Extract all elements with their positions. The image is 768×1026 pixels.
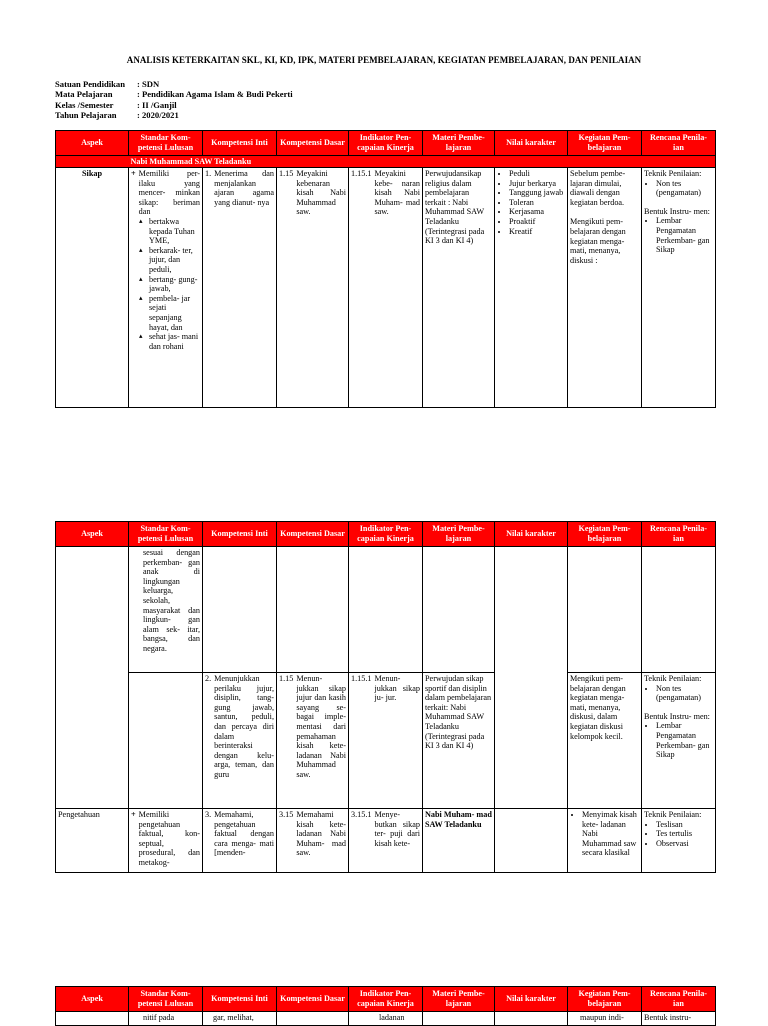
meta-row	[55, 110, 293, 120]
meta-label: Tahun Pelajaran	[55, 110, 117, 121]
rencana-teknik-label: Teknik Penilaian:	[644, 674, 702, 683]
header-skl: Standar Kom- petensi Lulusan	[129, 522, 203, 547]
cell-aspek: Sikap	[56, 168, 129, 408]
table-header-row	[56, 131, 716, 156]
header-ki: Kompetensi Inti	[203, 987, 277, 1012]
meta-label: Kelas /Semester	[55, 99, 114, 110]
cell-ki: gar, melihat,	[203, 1012, 277, 1026]
list-item: • Jujur berkarya	[509, 179, 565, 189]
cell-kegiatan	[568, 809, 642, 873]
skl-intro: Memiliki per- ilaku yang mencer- minkan sikap: beriman dan	[138, 169, 200, 217]
cell-skl: sesuai dengan perkemban- gan anak di lingkungan keluarga, sekolah, masyarakat dan lingkun- gan alam sek- itar, bangsa, dan negara.	[129, 547, 203, 673]
cell-kd	[277, 168, 349, 408]
cell-nilai	[495, 168, 568, 408]
header-kd: Kompetensi Dasar	[277, 522, 349, 547]
list-item: • Peduli	[509, 169, 565, 179]
ki-number: 2.	[205, 674, 212, 683]
kd-number: 1.15	[279, 674, 294, 683]
analysis-table-3	[55, 986, 716, 1026]
header-ipk: Indikator Pen- capaian Kinerja	[349, 522, 423, 547]
ipk-text: Meyakini kebe- naran kisah Nabi Muham- mad saw.	[374, 169, 420, 217]
table-header-row	[56, 987, 716, 1012]
cell-kd	[277, 809, 349, 873]
list-item: • Lembar Pengamatan Perkemban- gan Sikap	[656, 721, 713, 759]
header-rencana: Rencana Penila- ian	[642, 522, 716, 547]
kd-text: Meyakini kebenaran kisah Nabi Muhammad saw.	[296, 169, 346, 217]
rencana-bentuk-label: Bentuk Instru- men:	[644, 711, 710, 721]
list-item: • Tanggung jawab	[509, 188, 565, 198]
table-row	[56, 1012, 716, 1026]
list-item: ▴ sehat jas- mani dan rohani	[149, 332, 200, 351]
meta-value: : Pendidikan Agama Islam & Budi Pekerti	[137, 89, 293, 100]
document-meta	[55, 79, 293, 121]
ipk-text: Menye- butkan sikap ter- puji dari kisah kete-	[374, 810, 420, 848]
cell-skl: nitif pada	[129, 1012, 203, 1026]
ipk-number: 3.15.1	[351, 810, 372, 819]
meta-value: : SDN	[137, 79, 160, 89]
cell-ipk	[349, 673, 423, 809]
table-row	[56, 168, 716, 408]
cell-materi: Perwujudan sikap sportif dan disiplin dalam pembelajaran terkait: Nabi Muhammad SAW Teladanku (Terintegrasi pada KI 3 dan KI 4)	[423, 673, 495, 809]
cell-kegiatan	[568, 168, 642, 408]
list-item: • Menyimak kisah kete- ladanan Nabi Muhammad saw secara klasikal	[582, 810, 639, 858]
list-item: • Kerjasama	[509, 207, 565, 217]
meta-label: Mata Pelajaran	[55, 89, 113, 100]
meta-value: : II /Ganjil	[137, 99, 177, 110]
ki-text: Menerima dan menjalankan ajaran agama yang dianut- nya	[214, 169, 274, 207]
table-row	[56, 673, 716, 809]
ipk-number: 1.15.1	[351, 169, 372, 178]
cell-skl: + Memiliki per- ilaku yang mencer- minkan sikap: beriman dan ▴ bertakwa kepada Tuhan YME, ▴ berkarak- ter, jujur, dan peduli, ▴ bertang- gung- jawab, ▴ pembela- jar sejati sepanjang hayat, dan ▴ sehat jas- mani dan rohani	[129, 168, 203, 408]
cell-materi: Nabi Muham- mad SAW Teladanku	[423, 809, 495, 873]
cell-rencana	[642, 673, 716, 809]
list-item: ▴ bertang- gung- jawab,	[149, 275, 200, 294]
ki-number: 1.	[205, 169, 212, 178]
header-ipk: Indikator Pen- capaian Kinerja	[349, 131, 423, 156]
header-ki: Kompetensi Inti	[203, 131, 277, 156]
header-kegiatan: Kegiatan Pem- belajaran	[568, 987, 642, 1012]
cell-ki	[203, 168, 277, 408]
table-header-row	[56, 522, 716, 547]
cell-kegiatan: Mengikuti pem- belajaran dengan kegiatan menga- mati, menanya, diskusi, dalam kegiatan diskusi kelompok kecil.	[568, 673, 642, 809]
kegiatan-paragraph: Mengikuti pem- belajaran dengan kegiatan menga- mati, menanya, diskusi :	[570, 217, 626, 265]
analysis-table-1	[55, 130, 716, 408]
ipk-number: 1.15.1	[351, 674, 372, 683]
analysis-table-2	[55, 521, 716, 873]
header-kegiatan: Kegiatan Pem- belajaran	[568, 522, 642, 547]
ipk-text: Menun- jukkan sikap ju- jur.	[374, 674, 420, 703]
cell-aspek: Pengetahuan	[56, 809, 129, 873]
list-item: ▴ bertakwa kepada Tuhan YME,	[149, 217, 200, 246]
subhead-text: Nabi Muhammad SAW Teladanku	[129, 156, 716, 168]
rencana-bentuk-label: Bentuk Instru- men:	[644, 206, 710, 216]
header-materi: Materi Pembe- lajaran	[423, 522, 495, 547]
cell-rencana	[642, 809, 716, 873]
list-item: • Non tes (pengamatan)	[656, 179, 713, 198]
header-kegiatan: Kegiatan Pem- belajaran	[568, 131, 642, 156]
rencana-teknik-label: Teknik Penilaian:	[644, 169, 702, 178]
header-rencana: Rencana Penila- ian	[642, 131, 716, 156]
cell-kd	[277, 673, 349, 809]
list-item: • Lembar Pengamatan Perkemban- gan Sikap	[656, 216, 713, 254]
cell-rencana	[642, 168, 716, 408]
header-kd: Kompetensi Dasar	[277, 987, 349, 1012]
header-aspek: Aspek	[56, 987, 129, 1012]
kd-number: 3.15	[279, 810, 294, 819]
table-row	[56, 547, 716, 673]
list-item: • Kreatif	[509, 227, 565, 237]
header-rencana: Rencana Penila- ian	[642, 987, 716, 1012]
list-item: • Teslisan	[656, 820, 713, 830]
cell-kegiatan: maupun indi-	[568, 1012, 642, 1026]
cell-skl: + Memiliki pengetahuan faktual, kon- septual, prosedural, dan metakog-	[129, 809, 203, 873]
ki-text: Menunjukkan perilaku jujur, disiplin, tang- gung jawab, santun, peduli, dan percaya diri dalam berinteraksi dengan kelu- arga, teman, dan guru	[214, 674, 274, 779]
list-item: • Toleran	[509, 198, 565, 208]
header-nilai: Nilai karakter	[495, 987, 568, 1012]
list-item: • Proaktif	[509, 217, 565, 227]
meta-row	[55, 100, 293, 110]
meta-value: : 2020/2021	[137, 110, 179, 121]
cell-rencana: Bentuk instru-	[642, 1012, 716, 1026]
kegiatan-paragraph: Sebelum pembe- lajaran dimulai, diawali dengan kegiatan berdoa.	[570, 169, 626, 207]
cell-ipk	[349, 168, 423, 408]
header-aspek: Aspek	[56, 131, 129, 156]
list-item: • Non tes (pengamatan)	[656, 684, 713, 703]
header-ki: Kompetensi Inti	[203, 522, 277, 547]
header-nilai: Nilai karakter	[495, 131, 568, 156]
meta-row	[55, 89, 293, 99]
kd-text: Menun- jukkan sikap jujur dan kasih sayang se- bagai imple- mentasi dari pemahaman kisah kete- ladanan Nabi Muhammad saw.	[296, 674, 346, 779]
list-item: ▴ berkarak- ter, jujur, dan peduli,	[149, 246, 200, 275]
header-kd: Kompetensi Dasar	[277, 131, 349, 156]
list-item: • Tes tertulis	[656, 829, 713, 839]
list-item: ▴ pembela- jar sejati sepanjang hayat, dan	[149, 294, 200, 332]
ki-number: 3.	[205, 810, 212, 819]
header-ipk: Indikator Pen- capaian Kinerja	[349, 987, 423, 1012]
header-nilai: Nilai karakter	[495, 522, 568, 547]
ki-text: Memahami, pengetahuan faktual dengan cara menga- mati [menden-	[214, 810, 274, 858]
skl-text: Memiliki pengetahuan faktual, kon- septual, prosedural, dan metakog-	[138, 810, 200, 867]
header-skl: Standar Kom- petensi Lulusan	[129, 987, 203, 1012]
cell-ki	[203, 809, 277, 873]
rencana-teknik-label: Teknik Penilaian:	[644, 810, 702, 819]
cell-materi: Perwujudansikap religius dalam pembelajaran terkait : Nabi Muhammad SAW Teladanku (Terintegrasi pada KI 3 dan KI 4)	[423, 168, 495, 408]
cell-ipk: ladanan	[349, 1012, 423, 1026]
header-skl: Standar Kom- petensi Lulusan	[129, 131, 203, 156]
table-row	[56, 809, 716, 873]
table-subhead-row	[56, 156, 716, 168]
kd-number: 1.15	[279, 169, 294, 178]
kd-text: Memahami kisah kete- ladanan Nabi Muham- mad saw.	[296, 810, 346, 858]
header-aspek: Aspek	[56, 522, 129, 547]
header-materi: Materi Pembe- lajaran	[423, 987, 495, 1012]
list-item: • Observasi	[656, 839, 713, 849]
cell-ki	[203, 673, 277, 809]
meta-row	[55, 79, 293, 89]
header-materi: Materi Pembe- lajaran	[423, 131, 495, 156]
meta-label: Satuan Pendidikan	[55, 79, 125, 89]
document-title: ANALISIS KETERKAITAN SKL, KI, KD, IPK, MATERI PEMBELAJARAN, KEGIATAN PEMBELAJARAN, DAN PENILAIAN	[126, 55, 642, 65]
cell-ipk	[349, 809, 423, 873]
